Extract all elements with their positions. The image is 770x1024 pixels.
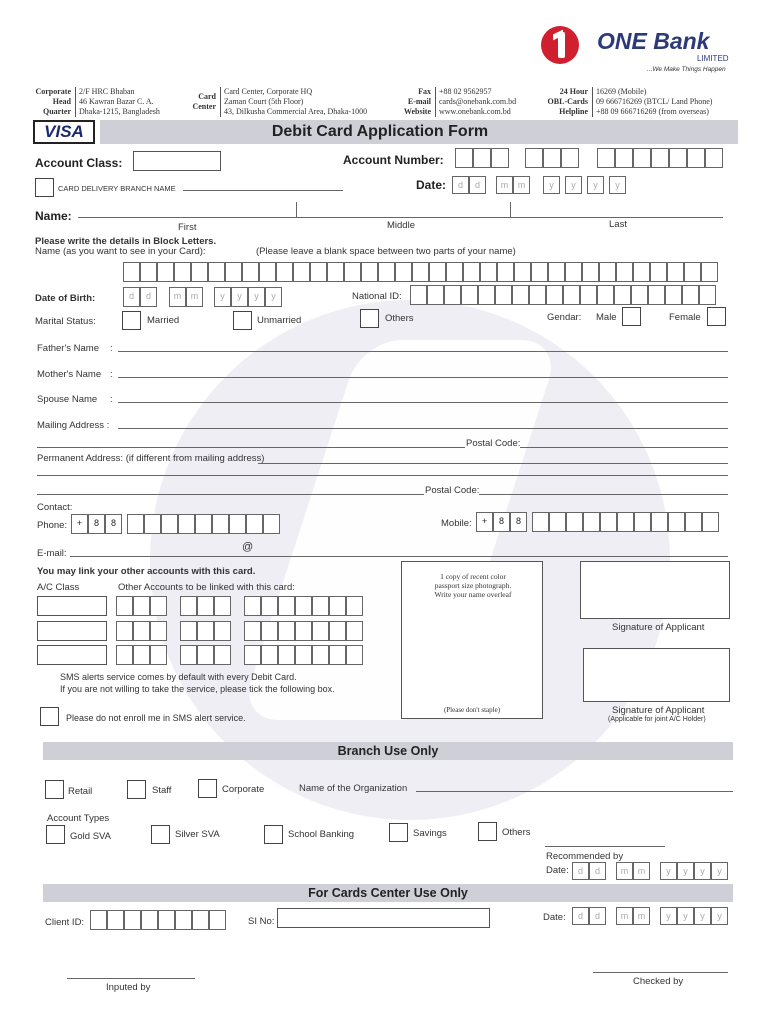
- fathers-name-label: Father's Name: [37, 343, 100, 354]
- signature-box-2[interactable]: [583, 648, 730, 702]
- permanent-postal-code-label: Postal Code:: [425, 485, 480, 496]
- staff-label: Staff: [152, 785, 172, 796]
- silver-sva-label: Silver SVA: [175, 829, 220, 840]
- spouse-name-line[interactable]: [118, 402, 728, 403]
- retail-checkbox[interactable]: [45, 780, 64, 799]
- branch-date-label: Date:: [546, 865, 569, 876]
- male-checkbox[interactable]: [622, 307, 641, 326]
- school-banking-checkbox[interactable]: [264, 825, 283, 844]
- spouse-name-label: Spouse Name: [37, 394, 98, 405]
- mailing-postal-code-label: Postal Code:: [466, 438, 521, 449]
- others-account-label: Others: [502, 827, 531, 838]
- middle-name-label: Middle: [387, 220, 415, 231]
- inputed-by-line[interactable]: [67, 978, 195, 979]
- savings-label: Savings: [413, 828, 447, 839]
- sms-optout-label: Please do not enroll me in SMS alert service.: [66, 713, 246, 723]
- sms-optout-checkbox[interactable]: [40, 707, 59, 726]
- gold-sva-label: Gold SVA: [70, 831, 112, 842]
- contact-labels: Fax E-mail Website: [403, 87, 431, 116]
- bank-name: ONE Bank: [597, 28, 710, 54]
- client-id-label: Client ID:: [45, 917, 85, 928]
- org-name-line[interactable]: [416, 791, 733, 792]
- photo-instructions: 1 copy of recent color passport size photograph. Write your name overleaf: [434, 572, 512, 599]
- si-no-input[interactable]: [277, 908, 490, 928]
- corporate-label: Corporate: [222, 784, 265, 795]
- female-checkbox[interactable]: [707, 307, 726, 326]
- mothers-name-line[interactable]: [118, 377, 728, 378]
- blank-space-note: (Please leave a blank space between two parts of your name): [256, 246, 516, 257]
- married-checkbox[interactable]: [122, 311, 141, 330]
- org-name-label: Name of the Organization: [299, 783, 408, 794]
- helpline-values: 16269 (Mobile) 09 666716269 (BTCL/ Land Phone) +88 09 666716269 (from overseas): [596, 87, 713, 116]
- male-label: Male: [596, 312, 617, 323]
- card-delivery-checkbox[interactable]: [35, 178, 54, 197]
- others-marital-checkbox[interactable]: [360, 309, 379, 328]
- card-center-address: Card Center, Corporate HQ Zaman Court (5th Floor) 43, Dilkusha Commercial Area, Dhaka-1000: [224, 87, 368, 116]
- contact-values: +88 02 9562957 cards@onebank.com.bd www.onebank.com.bd: [439, 87, 517, 116]
- first-name-label: First: [178, 222, 197, 233]
- unmarried-checkbox[interactable]: [233, 311, 252, 330]
- last-name-label: Last: [609, 219, 627, 230]
- name-label: Name:: [35, 209, 72, 223]
- phone-label: Phone:: [37, 520, 68, 531]
- gender-label: Gendar:: [547, 312, 582, 323]
- joint-holder-note: (Applicable for joint A/C Holder): [608, 716, 706, 723]
- mailing-postal-code-line[interactable]: [520, 447, 728, 448]
- permanent-postal-code-line[interactable]: [479, 494, 728, 495]
- branch-use-band: [43, 742, 733, 760]
- branch-use-title: Branch Use Only: [337, 744, 439, 758]
- checked-by-label: Checked by: [633, 976, 684, 987]
- gold-sva-checkbox[interactable]: [46, 825, 65, 844]
- fathers-name-line[interactable]: [118, 351, 728, 352]
- card-delivery-label: CARD DELIVERY BRANCH NAME: [58, 184, 176, 193]
- signature-joint-label: Signature of Applicant: [612, 705, 705, 716]
- account-class-label: Account Class:: [35, 156, 123, 170]
- corporate-checkbox[interactable]: [198, 779, 217, 798]
- dob-label: Date of Birth:: [35, 293, 96, 304]
- signature-applicant-label: Signature of Applicant: [612, 622, 705, 633]
- savings-checkbox[interactable]: [389, 823, 408, 842]
- contact-label: Contact:: [37, 502, 73, 513]
- name-line[interactable]: [78, 217, 723, 218]
- national-id-label: National ID:: [352, 291, 402, 302]
- recommended-by-label: Recommended by: [546, 851, 624, 862]
- name-on-card-label: Name (as you want to see in your Card):: [35, 246, 206, 257]
- account-types-label: Account Types: [47, 813, 110, 824]
- female-label: Female: [669, 312, 701, 323]
- email-line[interactable]: [70, 556, 728, 557]
- bank-tagline: ...We Make Things Happen: [647, 66, 726, 73]
- mailing-address-line-1[interactable]: [118, 428, 728, 429]
- inputed-by-label: Inputed by: [106, 982, 151, 993]
- bank-logo-icon: [541, 26, 579, 64]
- si-no-label: SI No:: [248, 916, 275, 927]
- cards-date-label: Date:: [543, 912, 566, 923]
- silver-sva-checkbox[interactable]: [151, 825, 170, 844]
- helpline-labels: 24 Hour OBL-Cards Helpline: [547, 87, 588, 116]
- email-at-sign: @: [242, 541, 254, 553]
- cards-center-title: For Cards Center Use Only: [308, 886, 468, 900]
- mailing-address-label: Mailing Address :: [37, 420, 110, 431]
- mobile-label: Mobile:: [441, 518, 472, 529]
- school-banking-label: School Banking: [288, 829, 355, 840]
- bank-limited: LIMITED: [697, 54, 729, 63]
- permanent-address-line-3[interactable]: [37, 494, 424, 495]
- cards-center-band: [43, 884, 733, 902]
- unmarried-label: Unmarried: [257, 315, 302, 326]
- ac-class-label: A/C Class: [37, 582, 80, 593]
- mailing-address-line-2[interactable]: [37, 447, 465, 448]
- permanent-address-line-2[interactable]: [37, 475, 728, 476]
- sms-note-line1: SMS alerts service comes by default with every Debit Card.: [60, 672, 297, 682]
- block-letters-note: Please write the details in Block Letters.: [35, 236, 217, 247]
- card-delivery-line[interactable]: [183, 190, 343, 191]
- permanent-address-line-1[interactable]: [258, 463, 728, 464]
- recommended-by-line[interactable]: [545, 846, 665, 847]
- others-account-checkbox[interactable]: [478, 822, 497, 841]
- marital-status-label: Marital Status:: [35, 316, 96, 327]
- visa-logo: VISA: [33, 120, 95, 144]
- others-marital-label: Others: [385, 313, 414, 324]
- account-number-label: Account Number:: [343, 153, 444, 167]
- married-label: Married: [147, 315, 180, 326]
- checked-by-line[interactable]: [593, 972, 728, 973]
- link-accounts-note: You may link your other accounts with this card.: [37, 566, 256, 577]
- hq-labels: Corporate Head Quarter: [35, 87, 71, 116]
- dont-staple-note: (Please don't staple): [443, 706, 501, 714]
- retail-label: Retail: [68, 786, 93, 797]
- sms-note-line2: If you are not willing to take the service, please tick the following box.: [60, 684, 335, 694]
- other-accounts-label: Other Accounts to be linked with this card:: [118, 582, 295, 593]
- signature-box-1[interactable]: [580, 561, 730, 619]
- mothers-name-label: Mother's Name: [37, 369, 102, 380]
- email-label: E-mail:: [37, 548, 67, 559]
- staff-checkbox[interactable]: [127, 780, 146, 799]
- permanent-address-label: Permanent Address: (if different from mailing address): [37, 453, 265, 464]
- card-center-labels: Card Center: [192, 92, 216, 111]
- form-title: Debit Card Application Form: [271, 123, 489, 140]
- date-label: Date:: [416, 178, 447, 192]
- hq-address: 2/F HRC Bhaban 46 Kawran Bazar C. A. Dhaka-1215, Bangladesh: [79, 87, 160, 116]
- account-class-input[interactable]: [133, 151, 221, 171]
